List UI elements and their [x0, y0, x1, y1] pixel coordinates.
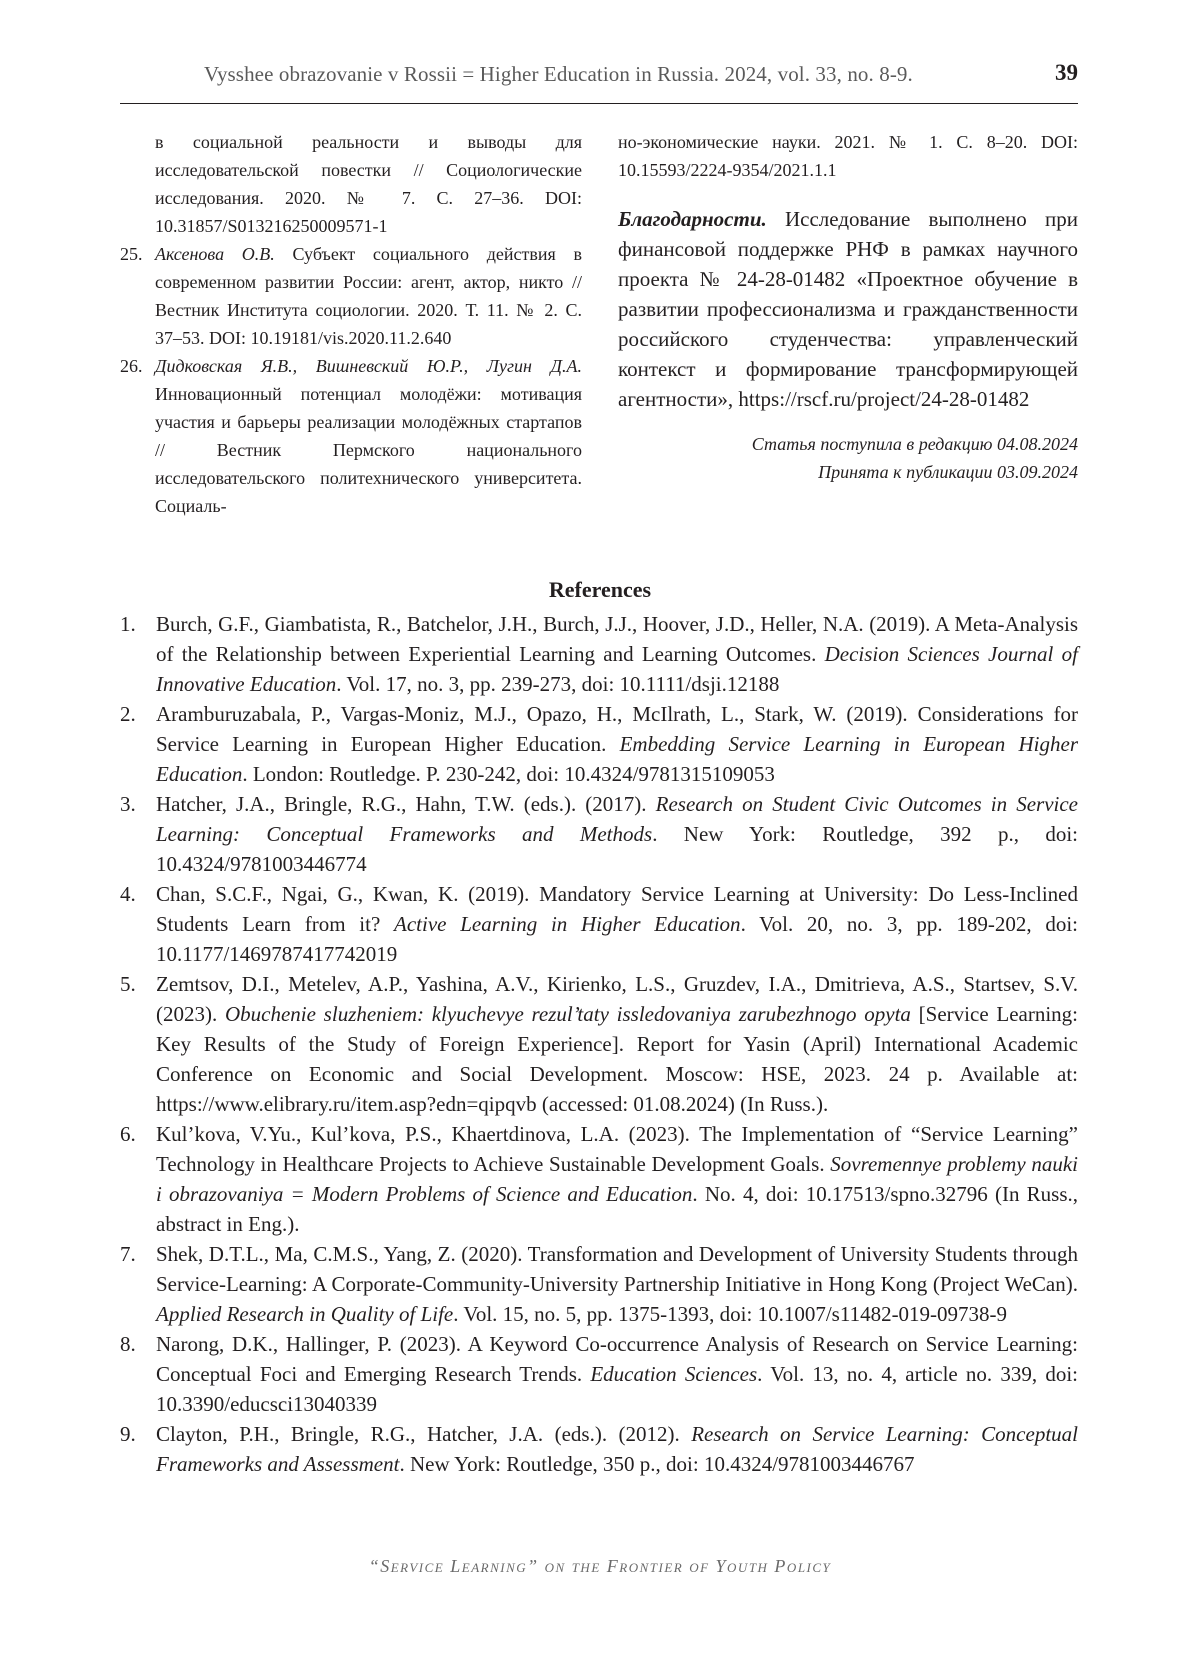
acknowledgements	[618, 204, 1078, 414]
reference-number: 5.	[120, 972, 136, 996]
reference-source: Research on Student Civic Outcomes in Service Learning: Conceptual Frameworks and Methods	[156, 792, 1078, 846]
article-dates	[618, 430, 1078, 486]
reference-details: . No. 4, doi: 10.17513/spno.32796 (In Russ., abstract in Eng.).	[156, 1182, 1079, 1236]
russian-reference-26	[120, 352, 582, 520]
reference-text: Hatcher, J.A., Bringle, R.G., Hahn, T.W. (eds.). (2017).	[156, 792, 656, 816]
reference-details: . Vol. 13, no. 4, article no. 339, doi: 10.3390/educsci13040339	[156, 1362, 1078, 1416]
acknowledgements-text: Исследование выполнено при финансовой поддержке РНФ в рамках научного проекта № 24-28-01482 «Проектное обучение в развитии профессионализма и гражданственности российского студенчества: управленческий контекст и формирование трансформирующей агентности», https://rscf.ru/project/24-28-01482	[618, 207, 1078, 411]
reference-number: 25.	[120, 244, 143, 264]
reference-item-9	[120, 1419, 1078, 1479]
reference-number: 7.	[120, 1242, 136, 1266]
reference-text: Kul’kova, V.Yu., Kul’kova, P.S., Khaertdinova, L.A. (2023). The Implementation of “Service Learning” Technology in Healthcare Projects to Achieve Sustainable Development Goals.	[156, 1122, 1078, 1176]
header-divider	[120, 103, 1078, 104]
received-date: Статья поступила в редакцию 04.08.2024	[751, 434, 1078, 454]
reference-source: Obuchenie sluzheniem: klyuchevye rezul’taty issledovaniya zarubezhnogo opyta	[224, 1002, 911, 1026]
reference-details: . Vol. 15, no. 5, pp. 1375-1393, doi: 10.1007/s11482-019-09738-9	[453, 1302, 1008, 1326]
reference-number: 4.	[120, 882, 136, 906]
reference-source: Decision Sciences Journal of Innovative Education	[156, 642, 1078, 696]
reference-authors: Аксенова О.В.	[155, 244, 275, 264]
running-header: Vysshee obrazovanie v Rossii = Higher Education in Russia. 2024, vol. 33, no. 8-9.	[204, 62, 913, 86]
reference-text: Burch, G.F., Giambatista, R., Batchelor, J.H., Burch, J.J., Hoover, J.D., Heller, N.A. (2019). A Meta-Analysis of the Relationship between Experiential Learning and Learning Outcomes.	[156, 612, 1078, 666]
reference-details: . New York: Routledge, 392 p., doi: 10.4324/9781003446774	[156, 822, 1079, 876]
reference-details: . London: Routledge. P. 230-242, doi: 10.4324/9781315109053	[242, 762, 775, 786]
reference-number: 2.	[120, 702, 136, 726]
right-column	[618, 128, 1078, 486]
page-number: 39	[1055, 60, 1078, 85]
reference-text: Инновационный потенциал молодёжи: мотивация участия и барьеры реализации молодёжных стартапов // Вестник Пермского национального исследовательского политехнического университета. Социаль-	[155, 384, 582, 516]
reference-text: Clayton, P.H., Bringle, R.G., Hatcher, J.A. (eds.). (2012).	[156, 1422, 692, 1446]
reference-number: 26.	[120, 356, 143, 376]
left-column	[120, 128, 582, 520]
reference-text: Aramburuzabala, P., Vargas-Moniz, M.J., Opazo, H., McIlrath, L., Stark, W. (2019). Considerations for Service Learning in European Higher Education.	[156, 702, 1078, 756]
reference-number: 1.	[120, 612, 136, 636]
reference-item-2	[120, 699, 1078, 789]
reference-details: . Vol. 20, no. 3, pp. 189-202, doi: 10.1177/1469787417742019	[156, 912, 1078, 966]
reference-source: Active Learning in Higher Education	[394, 912, 741, 936]
reference-item-6	[120, 1119, 1078, 1239]
continued-reference	[618, 128, 1078, 184]
references-heading: References	[548, 577, 652, 602]
reference-number: 6.	[120, 1122, 136, 1146]
reference-text: в социальной реальности и выводы для исследовательской повестки // Социологические исследования. 2020. № 7. С. 27–36. DOI: 10.31857/S013216250009571-1	[155, 132, 582, 236]
acknowledgements-label: Благодарности.	[618, 207, 767, 231]
reference-text: Shek, D.T.L., Ma, C.M.S., Yang, Z. (2020). Transformation and Development of University Students through Service-Learning: A Corporate-Community-University Partnership Initiative in Hong Kong (Project WeCan).	[156, 1242, 1078, 1296]
accepted-date: Принята к публикации 03.09.2024	[818, 462, 1078, 482]
reference-number: 8.	[120, 1332, 136, 1356]
reference-source: Embedding Service Learning in European Higher Education	[156, 732, 1078, 786]
continued-reference	[120, 128, 582, 240]
reference-source: Education Sciences	[590, 1362, 758, 1386]
reference-text: Субъект социального действия в современном развитии России: агент, актор, никто // Вестник Института социологии. 2020. Т. 11. № 2. С. 37–53. DOI: 10.19181/vis.2020.11.2.640	[155, 244, 582, 348]
reference-source: Sovremennye problemy nauki i obrazovaniya = Modern Problems of Science and Education	[156, 1152, 1078, 1206]
reference-text: Chan, S.C.F., Ngai, G., Kwan, K. (2019). Mandatory Service Learning at University: Do Less-Inclined Students Learn from it?	[156, 882, 1078, 936]
reference-source: Applied Research in Quality of Life	[156, 1302, 454, 1326]
reference-text: Zemtsov, D.I., Metelev, A.P., Yashina, A.V., Kirienko, L.S., Gruzdev, I.A., Dmitrieva, A.S., Startsev, S.V. (2023).	[156, 972, 1078, 1026]
reference-item-5	[120, 969, 1078, 1119]
references-list	[120, 609, 1078, 1479]
reference-item-1	[120, 609, 1078, 699]
reference-item-3	[120, 789, 1078, 879]
reference-number: 3.	[120, 792, 136, 816]
reference-text: Narong, D.K., Hallinger, P. (2023). A Keyword Co-occurrence Analysis of Research on Service Learning: Conceptual Foci and Emerging Research Trends.	[156, 1332, 1078, 1386]
reference-details: [Service Learning: Key Results of the Study of Foreign Experience]. Report for Yasin (April) International Academic Conference on Economic and Social Development. Moscow: HSE, 2023. 24 p. Available at: https://www.elibrary.ru/item.asp?edn=qipqvb (accessed: 01.08.2024) (In Russ.).	[156, 1002, 1078, 1116]
reference-authors: Дидковская Я.В., Вишневский Ю.Р., Лугин Д.А.	[155, 356, 582, 376]
reference-details: . New York: Routledge, 350 p., doi: 10.4324/9781003446767	[399, 1452, 915, 1476]
reference-item-4	[120, 879, 1078, 969]
russian-reference-25	[120, 240, 582, 352]
reference-item-7	[120, 1239, 1078, 1329]
reference-text: но-экономические науки. 2021. № 1. С. 8–20. DOI: 10.15593/2224-9354/2021.1.1	[618, 132, 1078, 180]
reference-number: 9.	[120, 1422, 136, 1446]
reference-details: . Vol. 17, no. 3, pp. 239-273, doi: 10.1111/dsji.12188	[336, 672, 780, 696]
reference-source: Research on Service Learning: Conceptual Frameworks and Assessment	[156, 1422, 1078, 1476]
running-footer: “Service Learning” on the Frontier of Youth Policy	[368, 1556, 832, 1576]
reference-item-8	[120, 1329, 1078, 1419]
